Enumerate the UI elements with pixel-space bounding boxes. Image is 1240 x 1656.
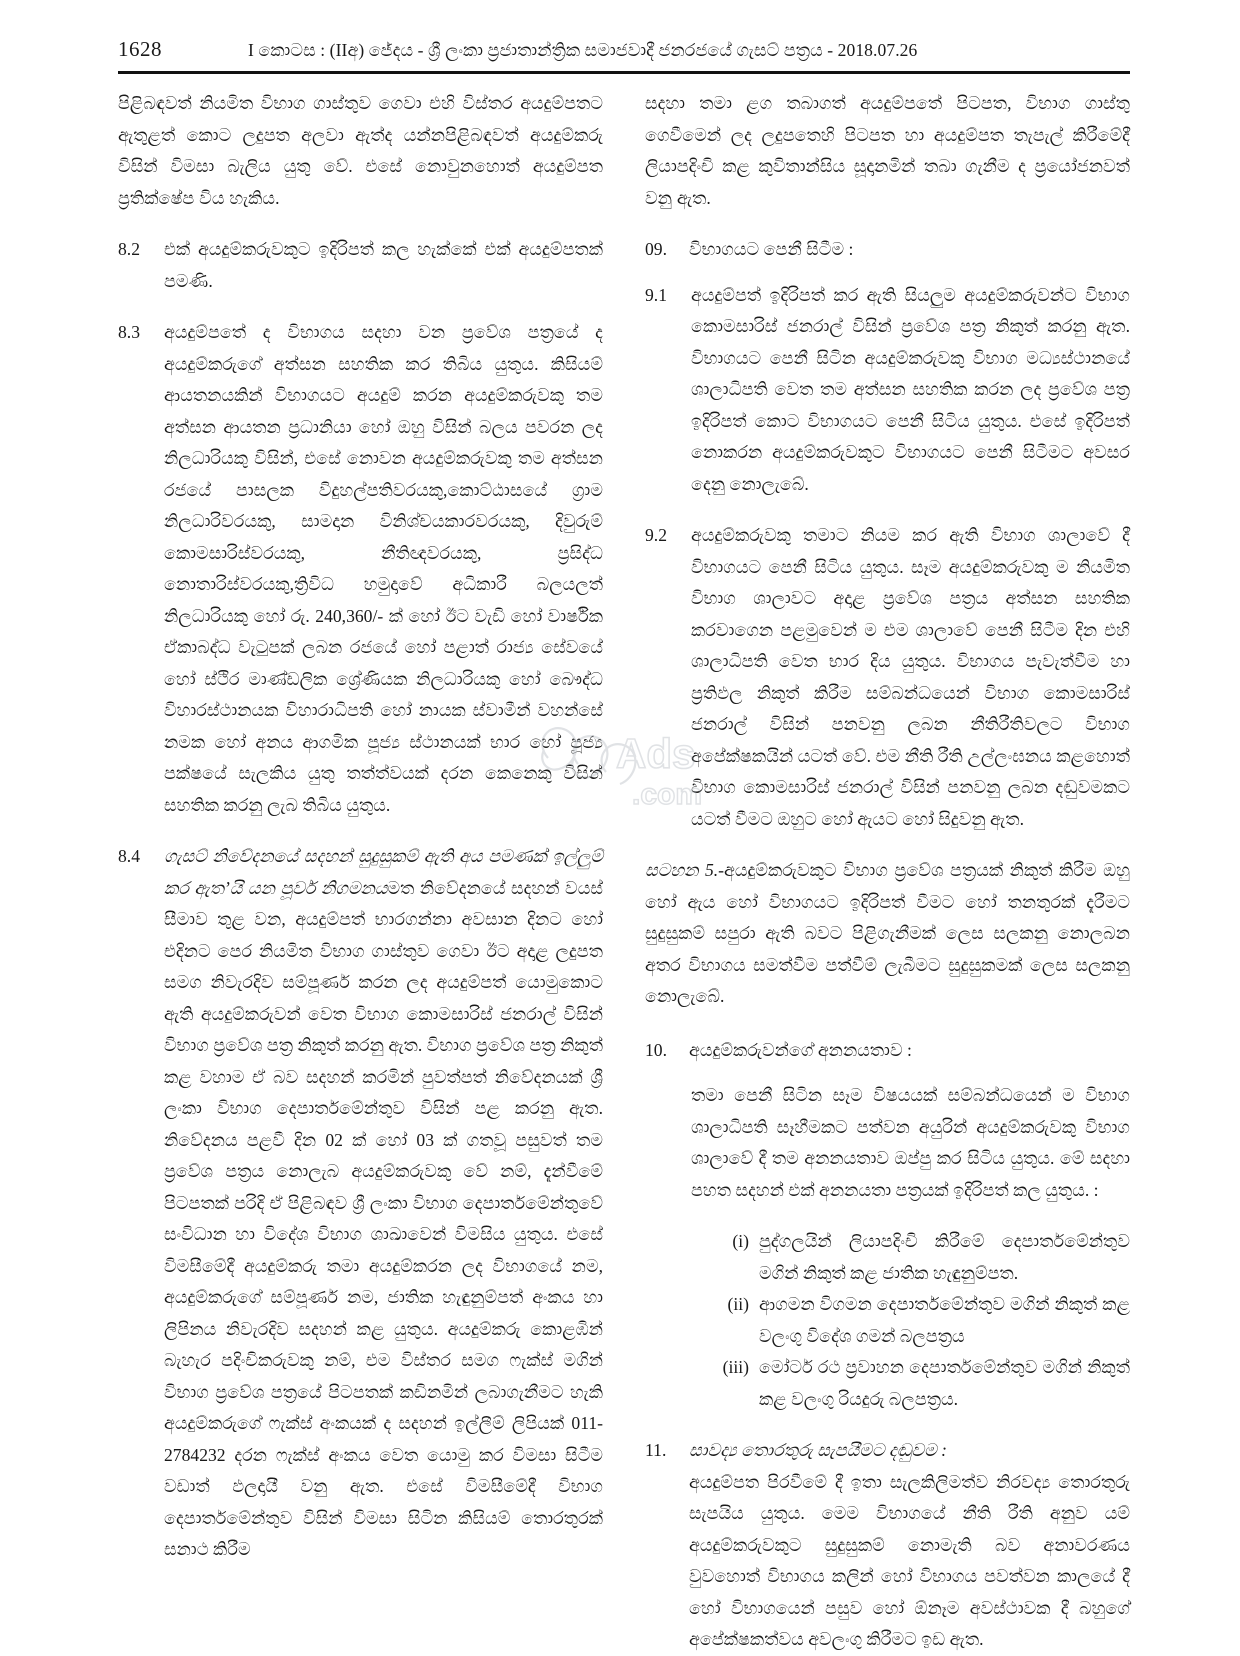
clause-9-1-text: අයදුම්පත් ඉදිරිපත් කර ඇති සියලුම අයදුම්කරුවන්ට විභාග කොමසාරිස් ජනරාල් විසින් ප්‍රවේශ පත්‍ර නිකුත් කරනු ඇත. විභාගයට පෙනී සිටින අයදුම්කරුවකු විභාග මධ්‍යස්ථානයේ ශාලාධිපති වෙත තම අත්සන සහතික කරන ලද ප්‍රවේශ පත්‍ර ඉදිරිපත් කොට විභාගයට පෙනී සිටිය යුතුය. එසේ ඉදිරිපත් නොකරන අයදුම්කරුවකුට විභාගයට පෙනී සිටීමට අවසර දෙනු නොලැබේ.	[691, 284, 1130, 494]
section-09-heading	[645, 234, 1130, 266]
note-5-text: අයදුම්කරුවකුට විභාග ප්‍රවේශ පත්‍රයක් නිකුත් කිරීම ඔහු හෝ ඇය හෝ විභාගයට ඉදිරිපත් වීමට හෝ තනතුරක් දැරීමට සුදුසුකම් සපුරා ඇති බවට පිළිගැනීමක් ලෙස සලකනු නොලබන අතර විභාගය සමත්වීම පත්වීම් ලැබීමට සුදුසුකමක් ලෙස සලකනු නොලැබේ.	[645, 860, 1130, 1006]
page-header	[118, 36, 1130, 70]
clause-9-2	[645, 520, 1130, 835]
identity-document-list	[645, 1226, 1130, 1415]
clause-8-2	[118, 234, 603, 297]
clause-9-2-text: අයදුම්කරුවකු තමාට නියම කර ඇති විභාග ශාලාවේ දී විභාගයට පෙනී සිටිය යුතුය. සෑම අයදුම්කරුවකු ම නියමිත විභාග ශාලාවට අදාළ ප්‍රවේශ පත්‍රය අත්සන සහතික කරවාගෙන පළමුවෙන් ම එම ශාලාවේ පෙනී සිටීම දින එහි ශාලාධිපති වෙත භාර දිය යුතුය. විභාගය පැවැත්වීම හා ප්‍රතිඵල නිකුත් කිරීම සම්බන්ධයෙන් විභාග කොමසාරිස් ජනරාල් විසින් පනවනු ලබන නීතිරීතිවලට විභාග අපේක්ෂකයින් යටත් වේ. එම නීති රීති උල්ලංඝනය කළහොත් විභාග කොමසාරිස් ජනරාල් විසින් පනවනු ලබන දඬුවමකට යටත් වීමට ඔහුට හෝ ඇයට හෝ සිදුවනු ඇත.	[691, 525, 1130, 829]
identity-doc-text-i: පුද්ගලයින් ලියාපදිංචි කිරීමේ දෙපාර්තමේන්තුව මගින් නිකුත් කළ ජාතික හැඳුනුම්පත.	[759, 1231, 1130, 1283]
list-item	[713, 1289, 1130, 1352]
section-11-text: අයදුම්පත පිරවීමේ දී ඉතා සැලකිලිමත්ව නිරවද්‍ය තොරතුරු සැපයිය යුතුය. මෙම විභාගයේ නීති රීති අනුව යම් අයදුම්කරුවකුට සුදුසුකම් නොමැති බව අනාවරණය වුවහොත් විභාගය කලින් හෝ විභාගය පවත්වන කාලයේ දී හෝ විභාගයෙන් පසුව හෝ ඕනෑම අවස්ථාවක දී බහුගේ අපේක්ෂකත්වය අවලංගු කිරීමට ඉඩ ඇත.	[689, 1471, 1130, 1649]
gazette-header-title: I කොටස : (IIඅ) ජේදය - ශ්‍රී ලංකා ප්‍රජාතාන්ත්‍රික සමාජවාදී ජනරජයේ ගැසට් පත්‍රය - 2018.07.26	[248, 40, 918, 60]
section-10-heading	[645, 1035, 1130, 1067]
left-column	[118, 88, 603, 1559]
clause-9-1	[645, 280, 1130, 501]
right-column	[645, 88, 1130, 1649]
identity-doc-marker-ii: (ii)	[727, 1294, 749, 1314]
clause-8-2-text: එක් අයදුම්කරුවකුට ඉදිරිපත් කල හැක්කේ එක් අයදුම්පතක් පමණි.	[164, 239, 603, 291]
clause-8-3-number: 8.3	[118, 322, 140, 342]
clause-8-4-number: 8.4	[118, 846, 140, 866]
clause-8-3	[118, 317, 603, 821]
clause-8-4-italic-lead: ගැසට් නිවේදනයේ සදහන් සුදුසුකම් ඇති අය පමණක් ඉල්ලුම් කර ඇත’යි යන පූර්ව නිගමනය	[164, 846, 603, 898]
header-divider-rule	[118, 71, 1130, 74]
two-column-body	[118, 88, 1130, 1649]
section-11-heading	[645, 1435, 1130, 1467]
section-11-title: සාවද්‍ය තොරතුරු සැපයීමට දඬුවම :	[689, 1440, 947, 1460]
clause-8-3-text: අයදුම්පතේ ද විභාගය සදහා වන ප්‍රවේශ පත්‍රයේ ද අයදුම්කරුගේ අත්සන සහතික කර තිබිය යුතුය. කිසියම් ආයතනයකින් විභාගයට අයදුම් කරන අයදුම්කරුවකු තම අත්සන ආයතන ප්‍රධානියා හෝ ඔහු විසින් බලය පවරන ලද නිලධාරියකු විසින්, එසේ නොවන අයදුම්කරුවකු තම අත්සන රජයේ පාසලක විදුහල්පතිවරයකු,කොට්ඨාසයේ ග්‍රාම නිලධාරිවරයකු, සාමදාන විනිශ්චයකාරවරයකු, දිවුරුම් කොමසාරිස්වරයකු, නීතිඥවරයකු, ප්‍රසිද්ධ නොතාරිස්වරයකු,ත්‍රිවිධ හමුදාවේ අධිකාරී බලයලත් නිලධාරියකු හෝ රු. 240,360/- ක් හෝ ඊට වැඩි හෝ වාර්ෂික ඒකාබද්ධ වැටුපක් ලබන රජයේ හෝ පළාත් රාජ්‍ය සේවයේ හෝ ස්ථිර මාණ්ඩලික ශ්‍රේණියක නිලධාරියකු හෝ බෞද්ධ විහාරස්ථානයක විහාරාධිපති හෝ නායක ස්වාමීන් වහන්සේ නමක හෝ අනය ආගමික පූජ්‍ය ස්ථානයක් භාර හෝ පූජ්‍ය පක්ෂයේ සැලකිය යුතු තත්ත්වයක් දරන කෙනෙකු විසින් සහතික කරනු ලැබ තිබිය යුතුය.	[164, 322, 603, 815]
clause-9-2-number: 9.2	[645, 525, 667, 545]
list-item	[713, 1352, 1130, 1415]
section-09-title: විභාගයට පෙනී සිටීම :	[689, 239, 854, 259]
section-10-title: අයදුම්කරුවන්ගේ අනනයතාව :	[689, 1039, 912, 1060]
watermark-text: Ads	[616, 730, 696, 777]
identity-doc-marker-i: (i)	[732, 1231, 749, 1251]
list-item	[713, 1226, 1130, 1289]
left-continued-paragraph: පිළිබඳවත් නියමිත විභාග ගාස්තුව ගෙවා එහි විස්තර අයදුම්පතට ඇතුළත් කොට ලදුපත අලවා ඇත්ද යන්නපිළිබඳවත් අයදුම්කරු විසින් විමසා බැලිය යුතු වේ. එසේ නොවුනහොත් අයදුම්පත ප්‍රතික්ෂේප විය හැකිය.	[118, 93, 603, 208]
clause-8-4-body	[164, 841, 603, 1566]
identity-doc-text-iii: මෝටර් රථ ප්‍රවාහන දෙපාර්තමේන්තුව මගින් නිකුත් කළ වලංගු රියදුරු බලපත්‍රය.	[759, 1357, 1130, 1409]
clause-8-4-text: මත නිවේදනයේ සදහන් වයස් සීමාව තුළ වන, අයදුම්පත් භාරගන්නා අවසාන දිනට හෝ එදිනට පෙර නියමිත විභාග ගාස්තුව ගෙවා ඊට අදාළ ලදුපත සමග නිවැරදිව සම්පූර්ණ කරන ලද අයදුම්පත් යොමුකොට ඇති අයදුම්කරුවන් වෙත විභාග කොමසාරිස් ජනරාල් විසින් විභාග ප්‍රවේශ පත්‍ර නිකුත් කරනු ඇත. විභාග ප්‍රවේශ පත්‍ර නිකුත් කළ වහාම ඒ බව සදහන් කරමින් පුවත්පත් නිවේදනයක් ශ්‍රී ලංකා විභාග දෙපාර්තමේන්තුව විසින් පළ කරනු ඇත. නිවේදනය පළවී දින 02 ක් හෝ 03 ක් ගතවූ පසුවත් තම ප්‍රවේශ පත්‍රය නොලැබ අයදුම්කරුවකු වේ නම්, දැන්වීමේ පිටපතක් පරිදි ඒ පිළිබඳව ශ්‍රී ලංකා විභාග දෙපාර්තමේන්තුවේ සංවිධාන හා විදේශ විභාග ශාඛාවෙන් විමසිය යුතුය. එසේ විමසීමේදී අයදුම්කරු තමා අයදුම්කරන ලද විභාගයේ නම, අයදුම්කරුගේ සම්පූර්ණ නම, ජාතික හැඳුනුම්පත් අංකය හා ලිපිනය නිවැරදිව සදහන් කළ යුතුය. අයදුම්කරු කොළඹින් බැහැර පදිංචිකරුවකු නම්, එම විස්තර සමග ෆැක්ස් මගින් විභාග ප්‍රවේශ පත්‍රයේ පිටපතක් කඩිනමින් ලබාගැනීමට හැකි අයදුම්කරුගේ ෆැක්ස් අංකයක් ද සදහන් ඉල්ලීම් ලිපියක් 011-2784232 දරන ෆැක්ස් අංකය වෙත යොමු කර විමසා සිටීම වඩාත් ඵලදායී වනු ඇත. එසේ විමසීමේදී විභාග දෙපාර්තමේන්තුව විසින් විමසා සිටින කිසියම් තොරතුරක් සනාථ කිරීම	[164, 877, 603, 1559]
section-10-intro: තමා පෙනී සිටින සෑම විෂයයක් සම්බන්ධයෙන් ම විභාග ශාලාධිපති සෑහීමකට පත්වන අයුරින් අයදුම්කරුවකු විභාග ශාලාවේ දී තම අනනයතාව ඔප්පු කර සිටිය යුතුය. මේ සදහා පහත සදහන් එක් අනනයතා පත්‍රයක් ඉදිරිපත් කල යුතුය. :	[691, 1085, 1130, 1200]
note-5-label: සටහන 5.-	[645, 860, 724, 880]
clause-8-2-number: 8.2	[118, 239, 140, 259]
page-number: 1628	[118, 37, 162, 61]
section-11-number: 11.	[645, 1440, 667, 1460]
clause-9-1-number: 9.1	[645, 284, 667, 305]
identity-doc-text-ii: ආගමන විගමන දෙපාර්තමේන්තුව මගින් නිකුත් කළ වලංගු විදේශ ගමන් බලපත්‍රය	[759, 1294, 1130, 1346]
section-09-number: 09.	[645, 239, 667, 259]
note-5	[645, 855, 1130, 1013]
watermark-domain: .com	[632, 778, 703, 811]
clause-8-4	[118, 841, 603, 1566]
identity-doc-marker-iii: (iii)	[722, 1357, 749, 1377]
right-continued-paragraph: සදහා තමා ළග තබාගත් අයදුම්පතේ පිටපත, විභාග ගාස්තු ගෙවීමෙන් ලද ලදුපතෙහි පිටපත හා අයදුම්පත තැපැල් කිරීමේදී ලියාපදිංචි කළ කුවිතාන්සිය සූදානමින් තබා ගැනීම ද ප්‍රයෝජනවත් වනු ඇත.	[645, 93, 1130, 208]
section-10-number: 10.	[645, 1039, 667, 1060]
